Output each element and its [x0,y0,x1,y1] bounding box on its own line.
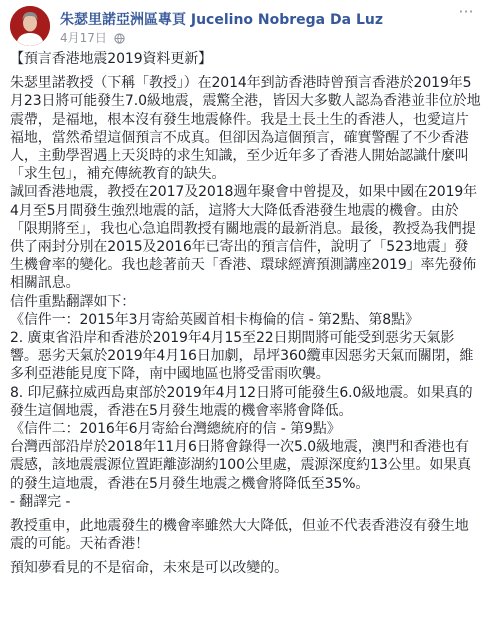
profile-photo [10,6,50,46]
paragraph-letter-two-point-9: 台灣西部沿岸於2018年11月6日將會錄得一次5.0級地震，澳門和香港也有震感，該地震震源位置距離澎湖約100公里處，震源深度約13公里。如果真的發生這地震，香港在5月發生地震之機會將降低至35%。 [10,439,472,492]
paragraph-letter-one-title: 《信件一：2015年3月寄給英國首相卡梅倫的信 - 第2點、第8點》 [10,311,419,328]
ellipsis-icon: ··· [458,2,474,21]
paragraph-update: 誠回香港地震，教授在2017及2018週年聚會中曾提及，如果中國在2019年4月至5月間發生強烈地震的話，這將大大降低香港發生地震的機會。由於「限期將至」，我也心急追問教授有關地震的最新消息。最後，教授為我們提供了兩封分別在2015及2016年已寄出的預言信件，說明了「523地震」發生機會率的變化。我也趁著前天「香港、環球經濟預測講座2019」率先發佈相關訊息。 [10,184,478,292]
post-body [10,50,482,578]
post-title: 【預言香港地震2019資料更新】 [10,51,213,67]
paragraph-conclusion: 教授重申，此地震發生的機會率雖然大大降低，但並不代表香港沒有發生地震的可能。天祐香港！ [10,518,469,553]
paragraph-letter-one-point-8: 8. 印尼蘇拉威西島東部於2019年4月12日將可能發生6.0級地震。如果真的發生這個地震，香港在5月發生地震的機會率將會降低。 [10,384,473,419]
paragraph-intro: 朱瑟里諾教授（下稱「教授」）在2014年到訪香港時曾預言香港於2019年5月23日將可能發生7.0級地震，震驚全港，皆因大多數人認為香港並非位於地震帶，是福地，根本沒有發生地震條件。我是土長土生的香港人，也愛這片福地，當然希望這個預言不成真。但卻因為這個預言，確實警醒了不少香港人，主動學習遇上天災時的求生知識，至少近年多了香港人開始認識什麼叫「求生包」，補充傳統教育的缺失。 [10,75,481,183]
more-options-button[interactable] [454,2,478,22]
paragraph-letter-one-point-2: 2. 廣東省沿岸和香港於2019年4月15至22日期間將可能受到惡劣天氣影響。惡劣天氣於2019年4月16日加劇，昂坪360纜車因惡劣天氣而關閉，維多利亞港能見度下降，南中國地區也將受雷雨吹襲。 [10,330,474,383]
avatar[interactable] [10,6,50,46]
page-name-link[interactable]: 朱瑟里諾亞洲區專頁 Jucelino Nobrega Da Luz [60,12,383,28]
post-timestamp[interactable]: 4月17日 [60,31,107,45]
paragraph-closing: 預知夢看見的不是宿命，未來是可以改變的。 [10,560,288,577]
post-meta [60,29,125,47]
paragraph-translation-end: - 翻譯完 - [10,493,71,510]
post-header [10,2,480,46]
globe-icon [114,33,125,47]
paragraph-letters-heading: 信件重點翻譯如下： [10,293,136,310]
paragraph-letter-two-title: 《信件二：2016年6月寄給台灣總統府的信 - 第9點》 [10,421,341,438]
